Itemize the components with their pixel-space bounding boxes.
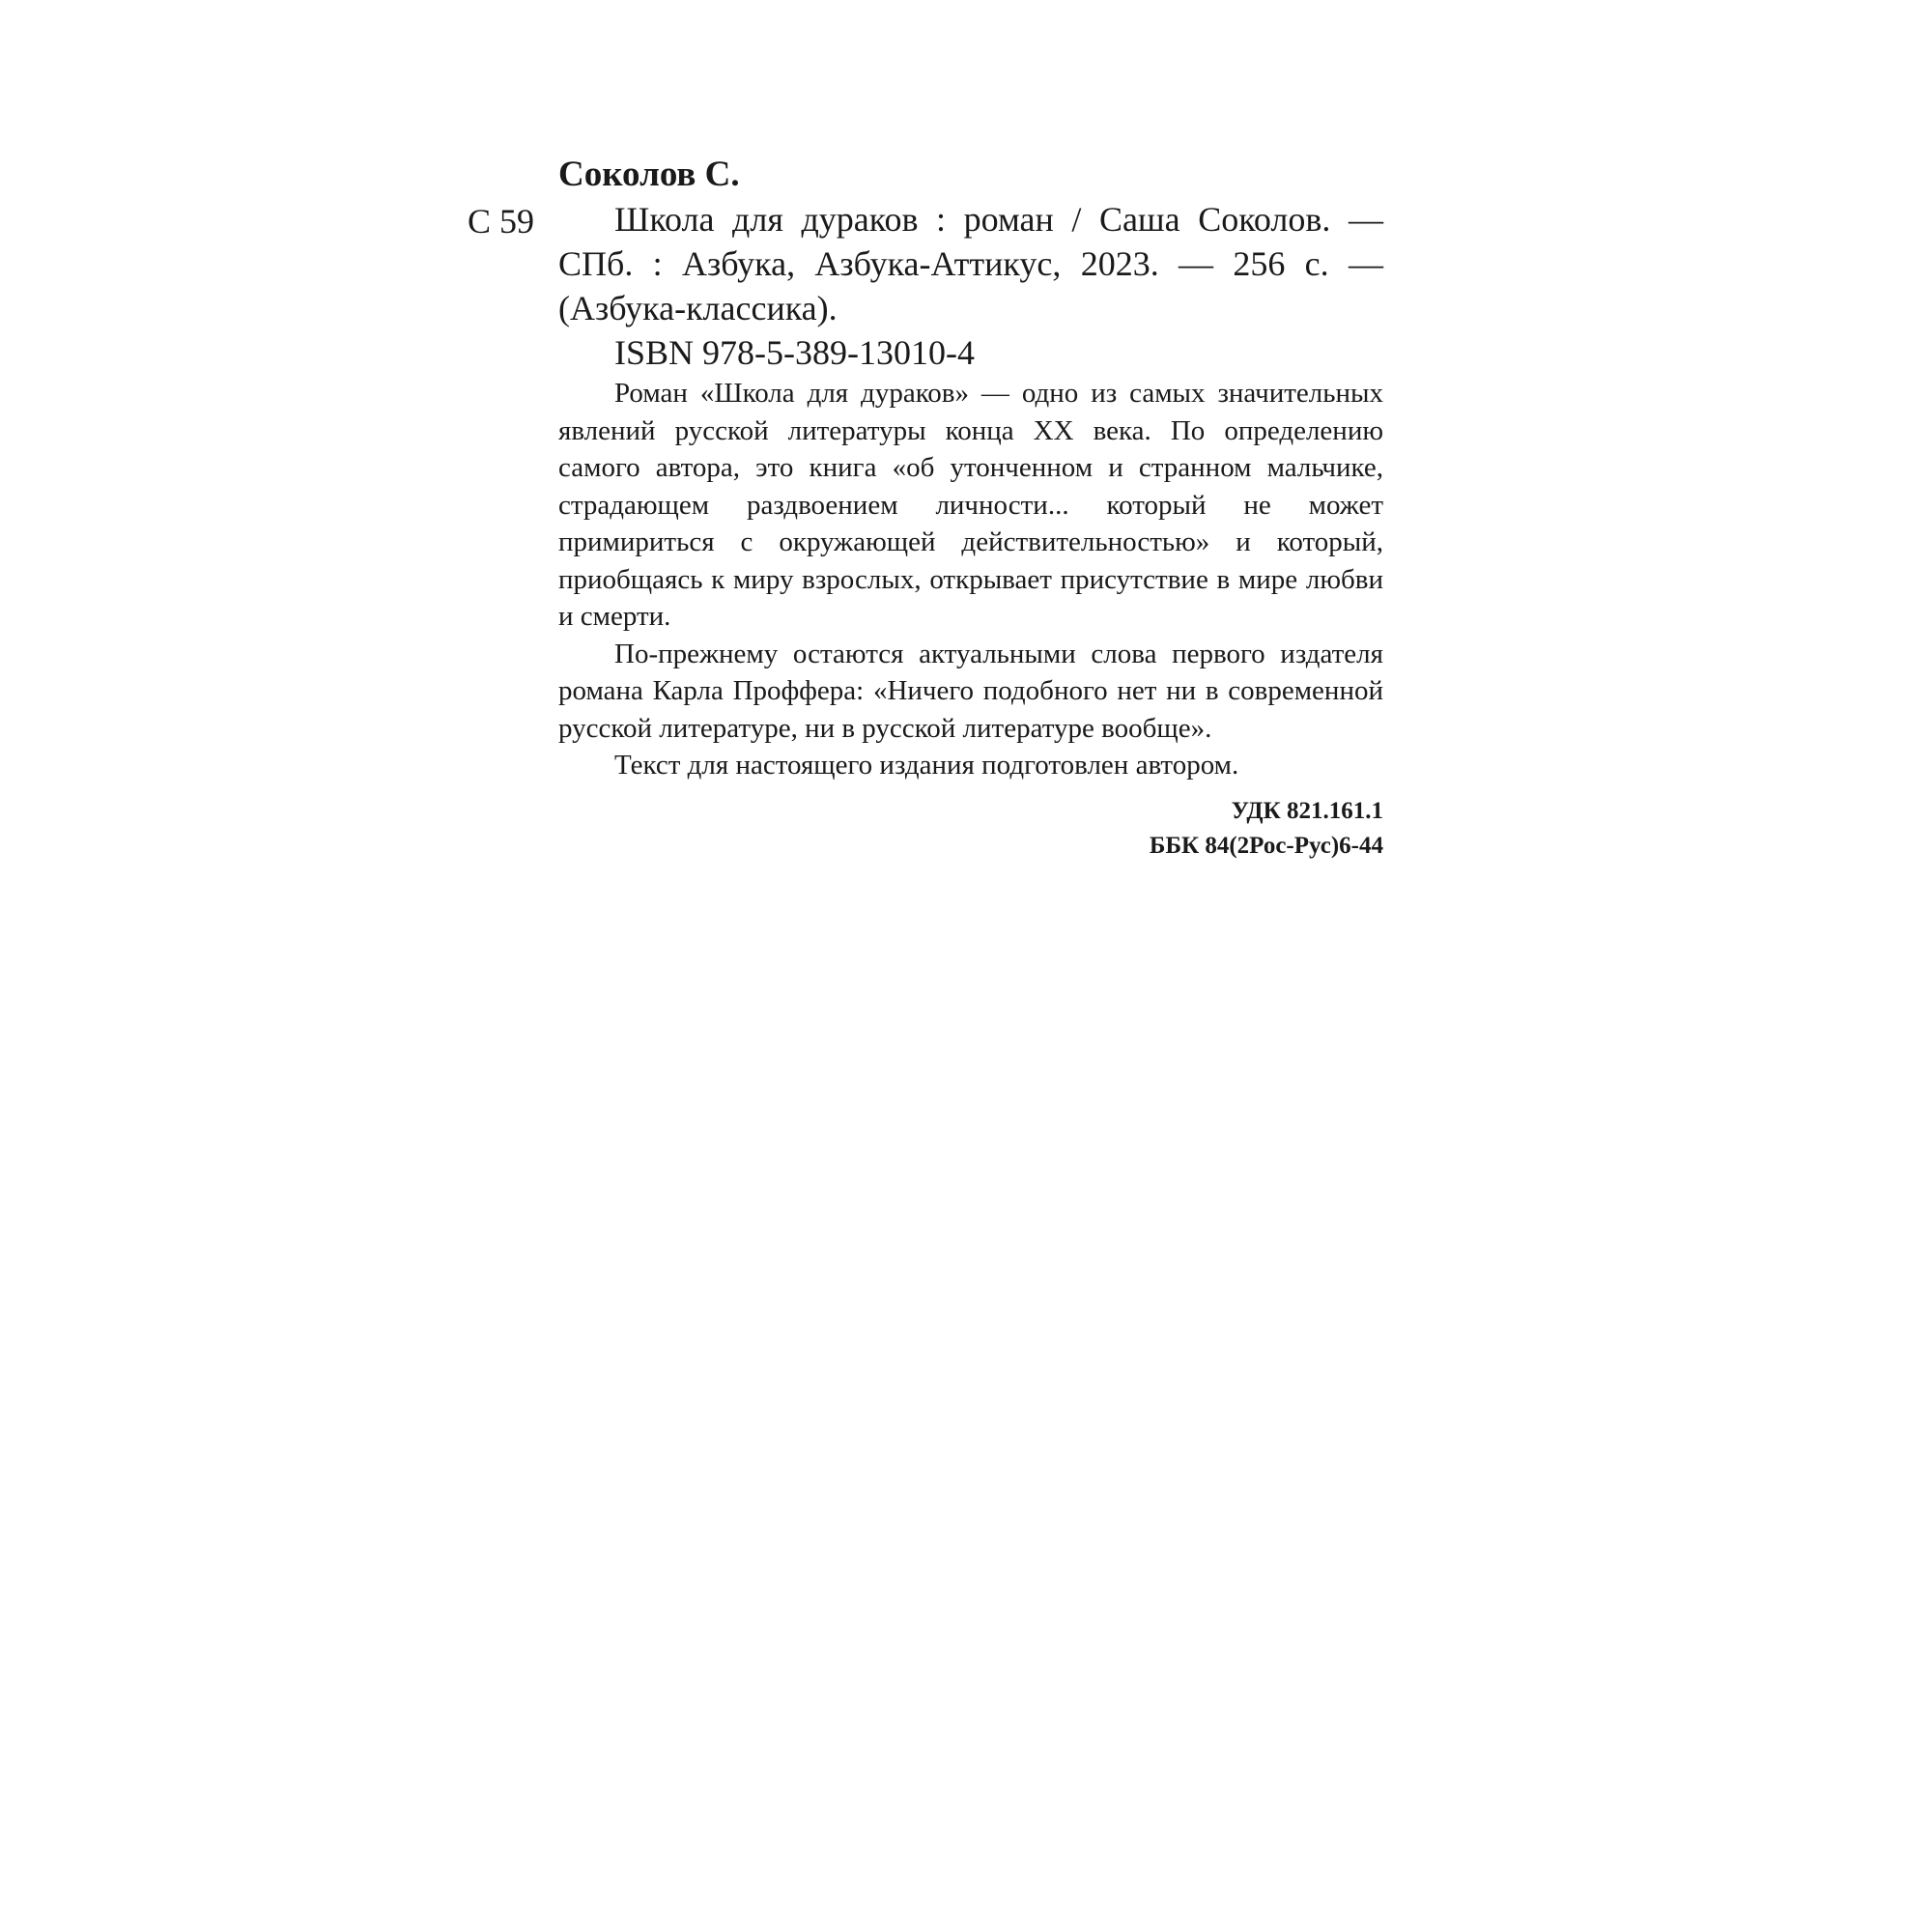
- abstract-paragraph-3: Текст для настоящего издания подготовлен автором.: [614, 750, 1239, 781]
- bibliographic-description: Школа для дураков : роман / Саша Соколов. — СПб. : Азбука, Азбука-Аттикус, 2023. — 256 с. — (Азбука-классика).: [558, 200, 1383, 327]
- bbk-code: ББК 84(2Рос-Рус)6-44: [1149, 832, 1383, 859]
- bibliographic-record: [558, 153, 1383, 864]
- udk-code: УДК 821.161.1: [1231, 797, 1383, 824]
- abstract-paragraph-1: Роман «Школа для дураков» — одно из самых значительных явлений русской литературы конца XX века. По определению самого автора, это книга «об утонченном и странном мальчике, страдающем раздвоением личности... который не может примириться с окружающей действительностью» и который, приобщаясь к миру взрослых, открывает присутствие в мире любви и смерти.: [558, 378, 1383, 632]
- abstract-paragraph-2: По-прежнему остаются актуальными слова первого издателя романа Карла Проффера: «Ничего подобного нет ни в современной русской литературе, ни в русской литературе вообще».: [558, 638, 1383, 744]
- isbn-number: ISBN 978-5-389-13010-4: [614, 333, 975, 372]
- author-heading: Соколов С.: [558, 155, 740, 194]
- author-mark-code: С 59: [468, 202, 535, 241]
- classification-codes: [558, 794, 1383, 864]
